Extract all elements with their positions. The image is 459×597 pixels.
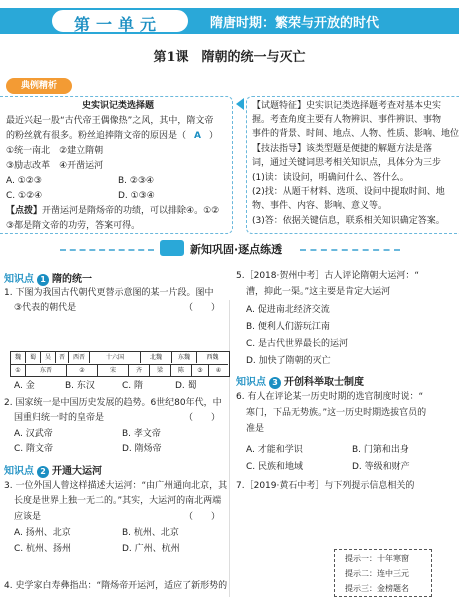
timeline-cell: ② (67, 364, 98, 376)
example-heading: 史实识记类选择题 (82, 101, 155, 111)
timeline-cell: 齐 (129, 364, 150, 376)
arrow-icon (236, 98, 244, 110)
example-question-line2: 的粉丝就有很多。粉丝追捧隋文帝的原因是（ A ） (6, 131, 218, 141)
q5-option-b: B. 便利人们游玩江南 (246, 322, 330, 332)
method-line8: 物、事件、内容、影响、意义等。 (252, 201, 388, 211)
example-option-line1: ①统一南北 ②建立隋朝 (6, 146, 104, 156)
q5-line1: 5.［2018·贺州中考］古人评论隋朝大运河：“ (236, 271, 420, 281)
knowledge-point-1: 知识点 1 隋的统一 (4, 274, 92, 285)
q2-option-a: A. 汉武帝 (14, 429, 53, 439)
timeline-cell: 北魏 (141, 352, 172, 363)
timeline-cell: ① (11, 364, 26, 376)
q6-line1: 6. 有人在评论某一历史时期的选官制度时说：“ (236, 392, 424, 402)
method-line7: (2)找：从题干材料、选项、设问中提取时间、地 (252, 187, 445, 197)
example-tip-line1: 【点拨】开凿运河是隋炀帝的功绩，可以排除④。①② (6, 206, 220, 216)
lesson-title: 第1课 隋朝的统一与灭亡 (153, 50, 306, 65)
method-line3: 事件的背景、时间、地点、人物、性质、影响、地位 (252, 129, 459, 139)
q2-option-b: B. 孝文帝 (122, 429, 161, 439)
hint-1: 提示一：十年寒窗 (345, 554, 409, 563)
q2-line2: 国重归统一时的皇帝是 (14, 413, 105, 423)
timeline-cell: 西晋 (69, 352, 90, 363)
example-option-d: D. ①③④ (118, 191, 155, 201)
timeline-cell: 东晋 (26, 364, 67, 376)
method-line6: (1)读：读设问，明确问什么、答什么。 (252, 173, 409, 183)
timeline-cell: ④ (209, 364, 228, 376)
section-divider-left (60, 249, 154, 251)
knowledge-point-3: 知识点 3 开创科举取士制度 (236, 377, 364, 388)
q3-line3: 应该是 (14, 512, 42, 522)
example-option-c: C. ①②④ (6, 191, 43, 201)
method-line5: 词，通过关键词思考相关知识点，具体分为三步 (252, 158, 442, 168)
method-line4: 【技法指导】该类型题是便捷的解题方法是落 (252, 144, 433, 154)
timeline-cell: 魏 (11, 352, 26, 363)
timeline-cell: 晋 (56, 352, 69, 363)
q1-line2: ③代表的朝代是 (14, 303, 77, 313)
q2-paren: （ ） (184, 413, 221, 423)
q6-option-a: A. 才能和学识 (246, 445, 303, 455)
column-divider (229, 300, 230, 597)
q3-paren: （ ） (184, 512, 221, 522)
q1-paren: （ ） (184, 303, 221, 313)
q3-option-d: D. 广州、杭州 (122, 544, 180, 554)
q1-option-a: A. 金 (14, 381, 35, 391)
section-divider-right (300, 249, 400, 251)
q5-option-d: D. 加快了隋朝的灭亡 (246, 356, 331, 366)
book-icon (160, 240, 184, 256)
q6-option-c: C. 民族和地域 (246, 462, 304, 472)
unit-theme: 隋唐时期：繁荣与开放的时代 (210, 16, 380, 31)
timeline-cell: 吴 (41, 352, 56, 363)
example-badge: 典例精析 (6, 78, 72, 94)
q1-line1: 1. 下图为我国古代朝代更替示意图的某一片段。图中 (4, 288, 214, 298)
q3-option-a: A. 扬州、北京 (14, 528, 71, 538)
q3-option-b: B. 杭州、北京 (122, 528, 179, 538)
q5-line2: 漕，抑此一渠。”这主要是肯定大运河 (246, 287, 391, 297)
unit-label-box (50, 8, 190, 34)
timeline-cell: 蜀 (26, 352, 41, 363)
q6-line2: 寒门，下品无势族。”这一历史时期选拔官员的 (246, 408, 427, 418)
unit-label: 第一单元 (74, 15, 163, 34)
q4-line1: 4. 史学家白寿彝指出：“隋炀帝开运河，适应了新形势的 (4, 581, 228, 591)
q3-option-c: C. 杭州、扬州 (14, 544, 72, 554)
method-line9: (3)答：依据关键信息，联系相关知识确定答案。 (252, 216, 445, 226)
q3-line1: 3. 一位外国人曾这样描述大运河：“由广州通向北京，其 (4, 481, 228, 491)
section-title: 新知巩固·逐点练透 (190, 243, 283, 256)
example-option-b: B. ②③④ (118, 176, 155, 186)
dynasty-timeline (10, 351, 230, 377)
timeline-cell: 宋 (98, 364, 129, 376)
q7-line1: 7.［2019·黄石中考］与下列提示信息相关的 (236, 481, 415, 491)
method-line2: 握。考查角度主要有人物辨识、事件辨识、事物 (252, 115, 442, 125)
hint-3: 提示三：金榜题名 (345, 584, 409, 593)
q1-option-b: B. 东汉 (65, 381, 95, 391)
example-tip-line2: ③都是隋文帝的功劳，答案可得。 (6, 221, 141, 231)
knowledge-point-2: 知识点 2 开通大运河 (4, 466, 102, 477)
method-line1: 【试题特征】史实识记类选择题考查对基本史实 (252, 101, 442, 111)
timeline-cell: ③ (192, 364, 209, 376)
timeline-cell: 东魏 (172, 352, 197, 363)
unit-banner (0, 8, 459, 34)
hint-box (334, 549, 432, 597)
example-answer: A (194, 131, 201, 141)
hint-2: 提示二：连中三元 (345, 569, 409, 578)
q2-line1: 2. 国家统一是中国历史发展的趋势。6世纪80年代，中 (4, 398, 222, 408)
example-option-a: A. ①②③ (6, 176, 42, 186)
q5-option-c: C. 是古代世界最长的运河 (246, 339, 349, 349)
example-option-line2: ③励志改革 ④开凿运河 (6, 161, 104, 171)
q5-option-a: A. 促进南北经济交流 (246, 305, 330, 315)
section-header (0, 238, 459, 260)
q2-option-c: C. 隋文帝 (14, 444, 54, 454)
timeline-cell: 陈 (171, 364, 192, 376)
q6-line3: 准是 (246, 424, 265, 434)
q3-line2: 长度是世界上独一无二的。”其实，大运河的南北两端 (14, 496, 222, 506)
example-question-line1: 最近兴起一股“古代帝王偶像热”之风，其中，隋文帝 (6, 116, 214, 126)
timeline-cell: 十六国 (90, 352, 141, 363)
timeline-cell: 梁 (150, 364, 171, 376)
q6-option-b: B. 门第和出身 (352, 445, 409, 455)
timeline-cell: 西魏 (206, 354, 219, 361)
q6-option-d: D. 等级和财产 (352, 462, 410, 472)
q1-option-d: D. 蜀 (175, 381, 197, 391)
q1-option-c: C. 隋 (122, 381, 144, 391)
q2-option-d: D. 隋炀帝 (122, 444, 162, 454)
